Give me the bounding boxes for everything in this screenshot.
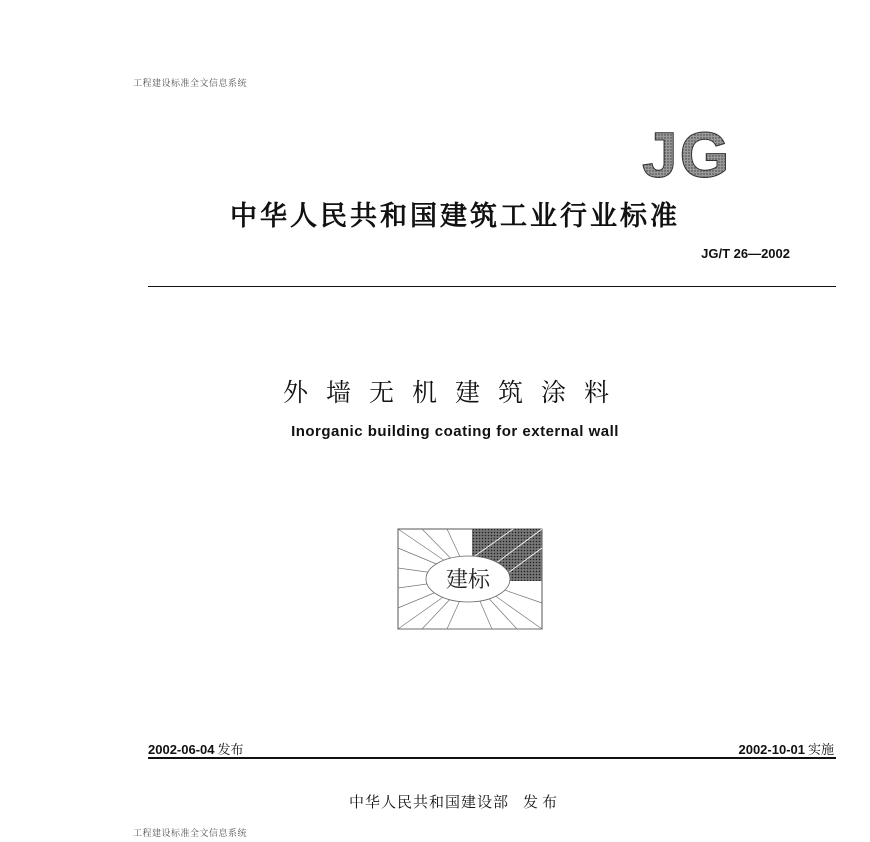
standard-number: JG/T 26—2002 (701, 246, 790, 261)
jg-logo-text: JG (642, 125, 732, 181)
ministry-title: 中华人民共和国建筑工业行业标准 (230, 201, 680, 232)
implementation-date-line (738, 739, 834, 758)
issue-label: 发布 (217, 743, 244, 758)
jg-logo-icon (640, 125, 768, 181)
watermark-top: 工程建设标准全文信息系统 (133, 79, 248, 89)
implementation-label: 实施 (807, 743, 834, 758)
watermark-bottom: 工程建设标准全文信息系统 (133, 829, 248, 839)
top-divider (148, 286, 836, 287)
document-title-english: Inorganic building coating for external wall (291, 423, 619, 440)
publisher-action: 发布 (523, 793, 562, 811)
publisher-name: 中华人民共和国建设部 (348, 793, 509, 811)
emblem-text: 建标 (445, 568, 490, 593)
document-title-chinese: 外墙无机建筑涂料 (282, 378, 627, 407)
issue-date: 2002-06-04 (148, 742, 215, 757)
bottom-divider (148, 757, 836, 759)
implementation-date: 2002-10-01 (738, 742, 805, 757)
issue-date-line (148, 739, 244, 758)
publisher-line (0, 791, 870, 812)
